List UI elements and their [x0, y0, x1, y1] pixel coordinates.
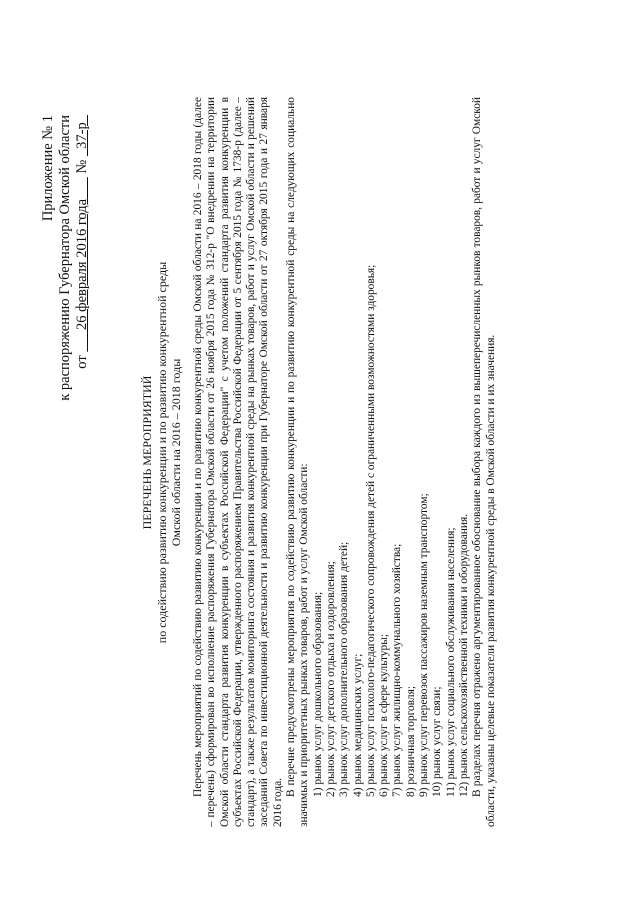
list-item: 12) рынок сельскохозяйственной техники и оборудования.: [457, 513, 470, 797]
list-item: 10) рынок услуг связи;: [431, 686, 444, 797]
document-body: [192, 97, 498, 827]
title-line-2: по содействию развитию конкуренции и по развитию конкурентной среды: [154, 261, 169, 644]
document-title: [140, 0, 184, 905]
appendix-date-line: [74, 115, 91, 401]
list-item: 4) рынок медицинских услуг;: [351, 653, 364, 797]
appendix-order-number: 37-р: [74, 122, 90, 149]
appendix-number: Приложение № 1: [40, 115, 56, 222]
appendix-date: 26 февраля 2016 года: [74, 198, 90, 330]
title-line-3: Омской области на 2016 – 2018 годы: [169, 358, 183, 547]
appendix-from-label: от: [74, 355, 90, 369]
appendix-reference: к распоряжению Губернатора Омской области: [57, 115, 73, 401]
markets-list: [312, 97, 472, 827]
title-line-1: ПЕРЕЧЕНЬ МЕРОПРИЯТИЙ: [140, 375, 154, 530]
paragraph-intro: Перечень мероприятий по содействию развитию конкуренции и по развитию конкурентной среды Омской области на 2016 – 2018 годы (далее – перечень) сформирован во исполнение распоряжения Губернатора Омской области от 26 ноября 2015 года № 312-р "О внедрении на территории Омской области стандарта развития конкуренции в субъектах Российской Федерации" с учетом положений стандарта развития конкуренции в субъектах Российской Федерации, утвержденного распоряжением Правительства Российской Федерации от 5 сентября 2015 года № 1738-р (далее – стандарт), а также результатов мониторинга состояния и развития конкурентной среды на рынках товаров, работ и услуг Омской области и решений заседаний Совета по инвестиционной деятельности и развитию конкуренции при Губернаторе Омской области от 27 октября 2015 года и 27 января 2016 года.: [192, 97, 284, 827]
list-item: 6) рынок услуг в сфере культуры;: [378, 633, 391, 797]
list-item: 9) рынок услуг перевозок пассажиров наземным транспортом;: [418, 493, 431, 797]
list-item: 7) рынок услуг жилищно-коммунального хозяйства;: [391, 543, 404, 797]
list-item: 2) рынок услуг детского отдыха и оздоровления;: [324, 561, 337, 797]
appendix-block: [40, 115, 91, 401]
appendix-number-label: №: [74, 159, 90, 174]
list-item: 11) рынок услуг социального обслуживания населения;: [444, 527, 457, 797]
list-item: 8) розничная торговля;: [404, 685, 417, 797]
paragraph-sections: В разделах перечня отражено аргументированное обоснование выбора каждого из вышеперечисленных рынков товаров, работ и услуг Омской области, указаны целевые показатели развития конкурентной среды в Омской области и их значения.: [471, 97, 497, 827]
list-item: 5) рынок услуг психолого-педагогического сопровождения детей с ограниченными возможностями здоровья;: [364, 264, 377, 797]
paragraph-markets-intro: В перечне предусмотрены мероприятия по содействию развитию конкуренции и по развитию конкурентной среды на следующих социально значимых и приоритетных рынках товаров, работ и услуг Омской области:: [285, 97, 311, 827]
list-item: 3) рынок услуг дополнительного образования детей;: [338, 541, 351, 797]
list-item: 1) рынок услуг дошкольного образования;: [311, 591, 324, 797]
